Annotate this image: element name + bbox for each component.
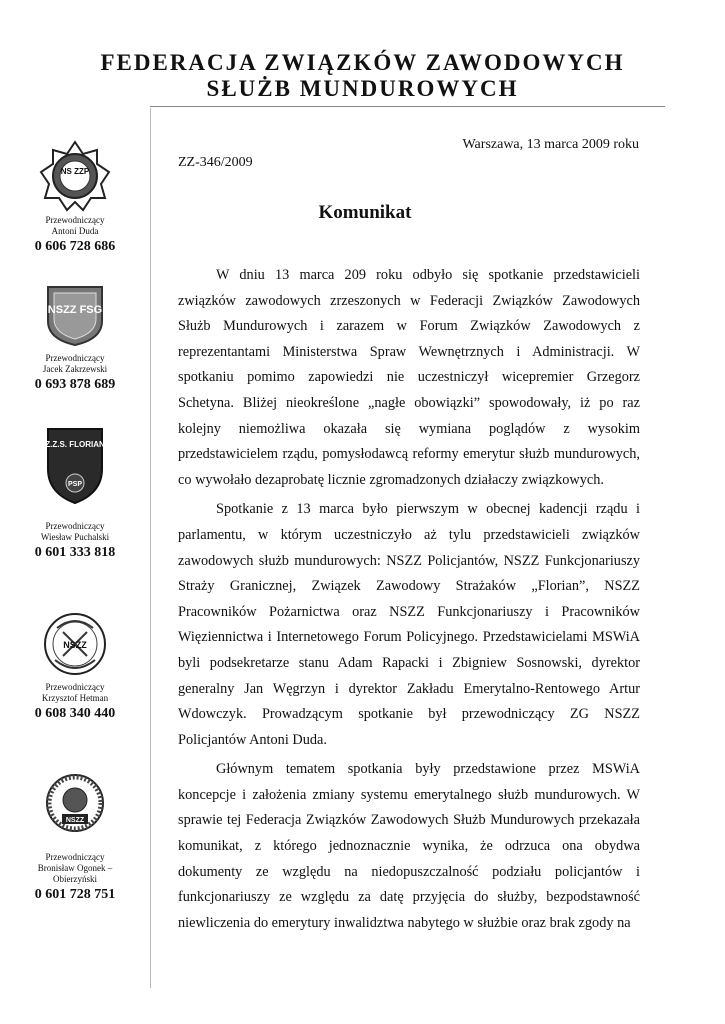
sidebar-member: [0, 606, 150, 723]
logo-text: NSZZ FSG: [47, 304, 103, 316]
chair-title: Przewodniczący: [45, 852, 105, 862]
sidebar-member: [0, 140, 150, 256]
nszz-fsg-shield-logo: [44, 283, 106, 347]
chair-phone: 0 606 728 686: [34, 239, 116, 254]
letterhead-line-1: FEDERACJA ZWIĄZKÓW ZAWODOWYCH: [100, 50, 625, 75]
chair-name: Wiesław Puchalski: [40, 532, 110, 542]
sidebar-member: [0, 772, 150, 904]
letter-body: [178, 263, 640, 940]
chair-title: Przewodniczący: [45, 353, 105, 363]
header-divider: [150, 106, 665, 107]
chair-name: Jacek Zakrzewski: [42, 364, 108, 374]
chair-title: Przewodniczący: [45, 521, 105, 531]
chair-phone: 0 693 878 689: [34, 377, 116, 392]
logo-text: NSZZ: [65, 817, 85, 824]
nszz-wieziennictwa-round-logo: [44, 772, 106, 834]
logo-text: Z.Z.S. FLORIAN: [45, 440, 105, 449]
sidebar-member: [0, 425, 150, 562]
body-paragraph: Głównym tematem spotkania były przedstawione przez MSWiA koncepcje i założenia zmiany systemu emerytalnego służb mundurowych. W sprawie tej Federacja Związków Zawodowych Służb Mundurowych przekazała komunikat, z którego jednoznacznie wynika, że odrzuca ona obydwa dokumenty ze względu na niedopuszczalność podziału policjantów i funkcjonariuszy ze względu za datę przyjęcia do służby, bezpodstawność niewliczenia do emerytury inwalidztwa nabytego w służbie oraz brak zgody na: [178, 761, 640, 931]
nszz-policjantow-star-logo: [39, 140, 111, 212]
letter-reference: ZZ-346/2009: [178, 155, 253, 170]
chair-phone: 0 608 340 440: [34, 706, 116, 721]
sidebar-divider: [150, 108, 151, 988]
chair-name: Antoni Duda: [51, 226, 99, 236]
logo-subtext: PSP: [67, 481, 83, 488]
letter-title: Komunikat: [318, 202, 412, 223]
letter-date: Warszawa, 13 marca 2009 roku: [462, 137, 639, 152]
letterhead: [0, 50, 725, 102]
zzs-florian-shield-logo: [44, 425, 106, 505]
chair-title: Przewodniczący: [45, 215, 105, 225]
chair-phone: 0 601 728 751: [34, 887, 116, 902]
logo-text: NSZZ: [63, 640, 87, 650]
logo-text: NS ZZP: [60, 167, 90, 176]
chair-title: Przewodniczący: [45, 682, 105, 692]
chair-name: Bronisław Ogonek – Obierzyński: [37, 863, 113, 884]
chair-phone: 0 601 333 818: [34, 545, 116, 560]
body-paragraph: Spotkanie z 13 marca było pierwszym w obecnej kadencji rządu i parlamentu, w którym uczestniczyło aż tylu przedstawicieli związków zawodowych służb mundurowych: NSZZ Policjantów, NSZZ Funkcjonariuszy Straży Granicznej, Związek Zawodowy Strażaków „Florian”, NSZZ Pracowników Pożarnictwa oraz NSZZ Funkcjonariuszy i Pracowników Więziennictwa i Internetowego Forum Policyjnego. Przedstawicielami MSWiA byli podsekretarze stanu Adam Rapacki i Zbigniew Sosnowski, dyrektor generalny Jan Węgrzyn i dyrektor Zakładu Emerytalno-Rentowego Artur Wdowczyk. Prowadzącym spotkanie był przewodniczący ZG NSZZ Policjantów Antoni Duda.: [178, 501, 640, 748]
body-paragraph: W dniu 13 marca 209 roku odbyło się spotkanie przedstawicieli związków zawodowych zrzeszonych w Federacji Związków Zawodowych Służb Mundurowych i zarazem w Forum Związków Zawodowych z reprezentantami Ministerstwa Spraw Wewnętrznych i Administracji. W spotkaniu pomimo zapowiedzi nie uczestniczył wicepremier Grzegorz Schetyna. Bliżej nieokreślone „nagłe obowiązki” spowodowały, iż po raz kolejny niemożliwa okazała się wymiana poglądów z wysokim przedstawicielem rządu, pomysłodawcą reformy emerytur służb mundurowych, co wywołało dezaprobatę licznie zgromadzonych działaczy związkowych.: [178, 267, 640, 488]
sidebar-member: [0, 283, 150, 394]
chair-name: Krzysztof Hetman: [41, 693, 109, 703]
letterhead-line-2: SŁUŻB MUNDUROWYCH: [206, 76, 519, 101]
nszz-pozarnictwa-wreath-logo: [33, 606, 117, 682]
